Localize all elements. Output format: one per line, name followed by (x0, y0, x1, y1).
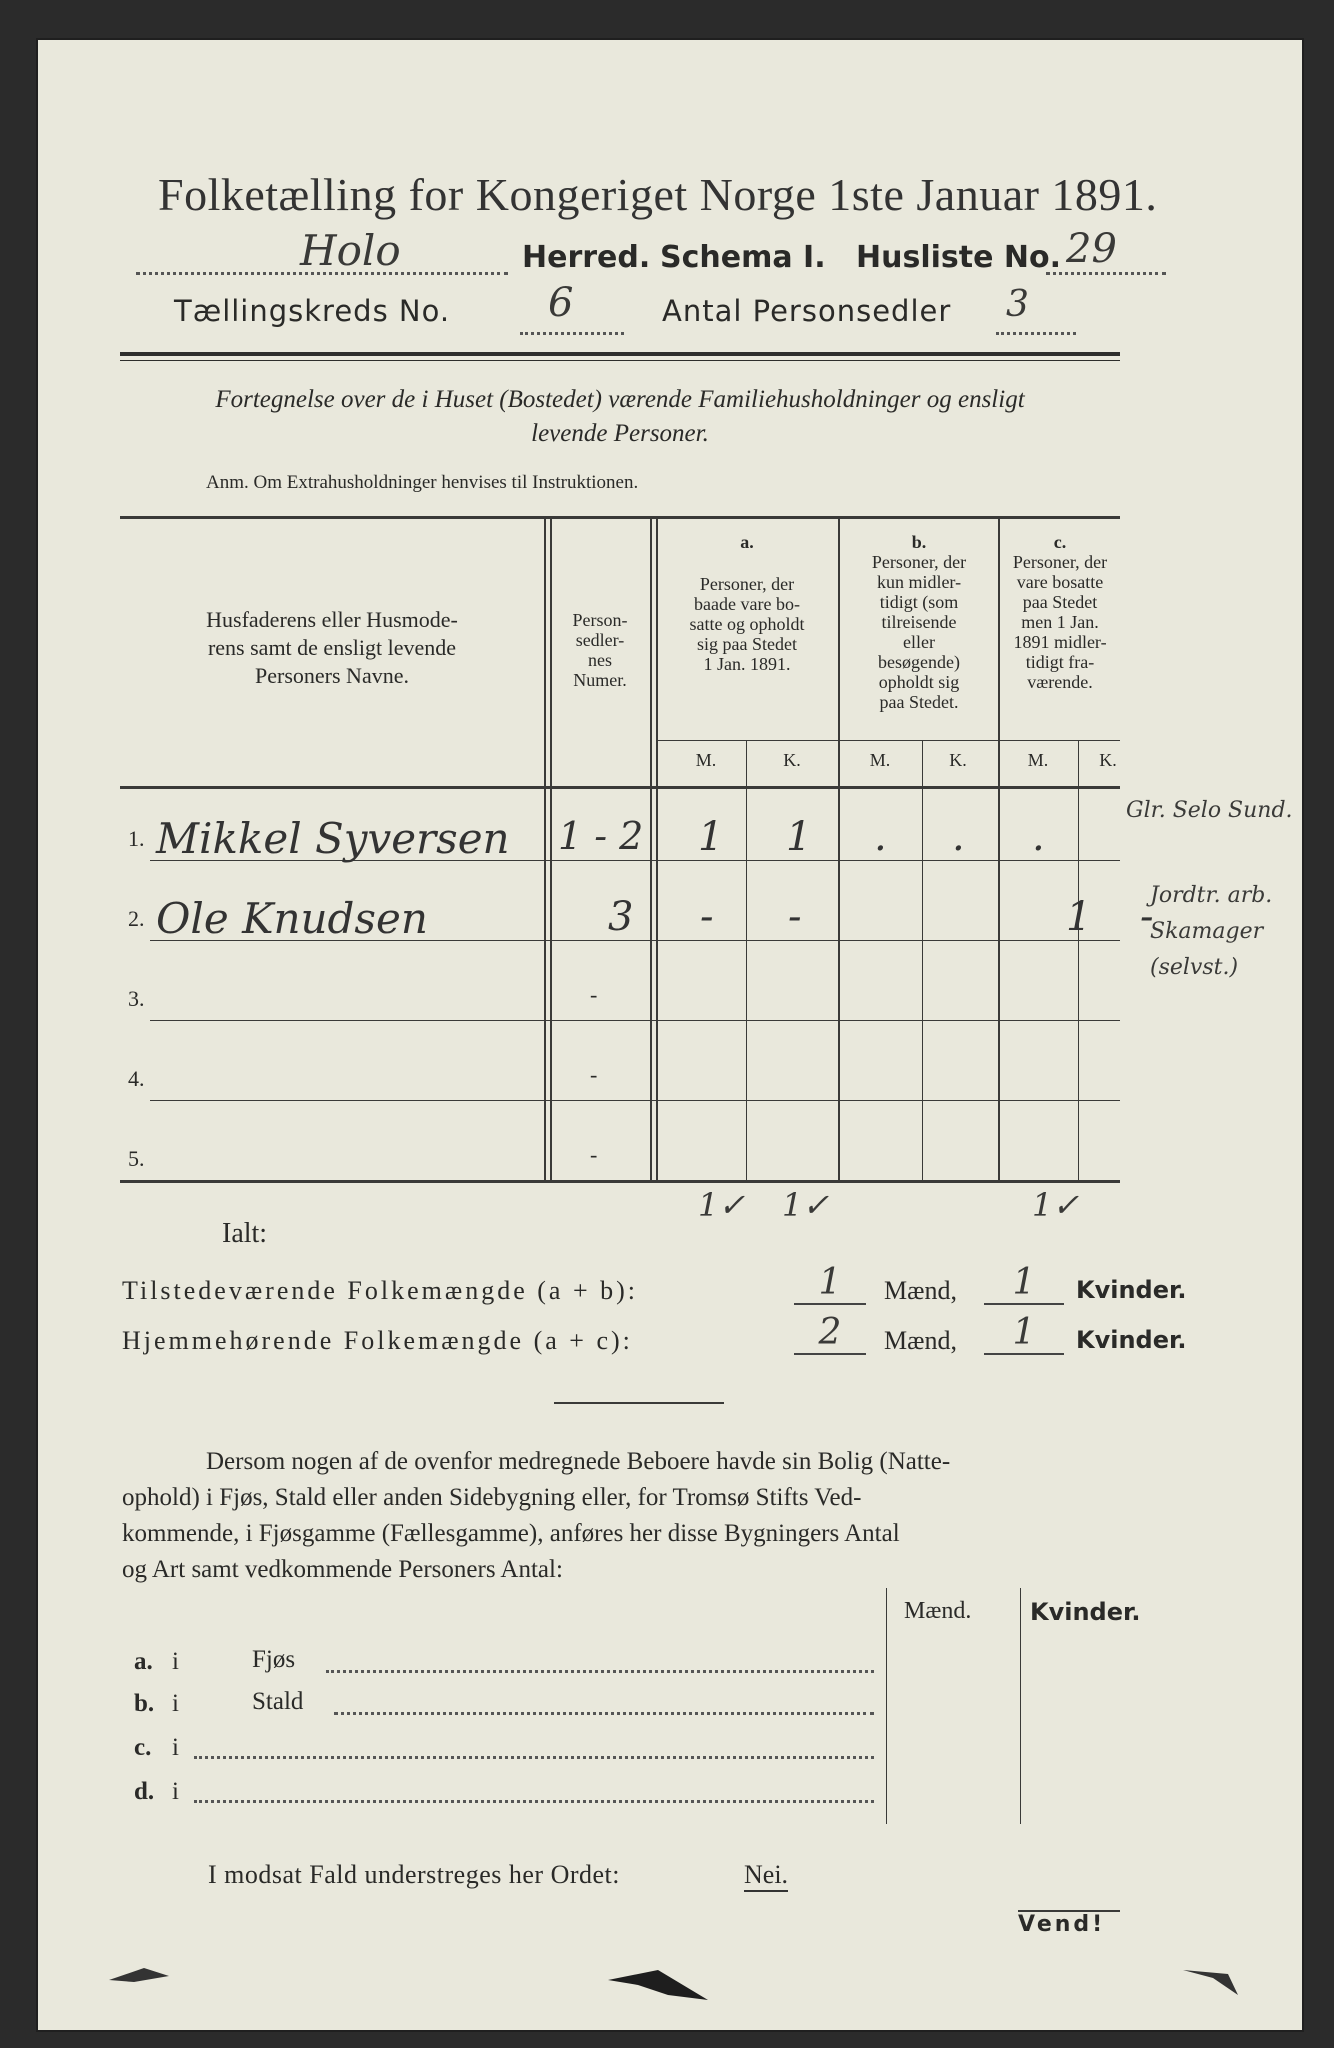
item-b-label: Stald (252, 1688, 304, 1715)
husliste-label: Husliste No. (856, 240, 1061, 275)
small-table-kvinder: Kvinder. (1030, 1598, 1141, 1626)
corner-mark-left (104, 1960, 174, 1990)
husliste-value: 29 (1066, 226, 1117, 272)
small-table-maend: Mænd. (904, 1598, 972, 1624)
tilstede-m: 1 (794, 1262, 866, 1305)
table-top-rule (120, 516, 1120, 519)
antal-value: 3 (1006, 284, 1029, 325)
row-num-4: 4. (128, 1066, 145, 1091)
ialt-mark-c-m: 1✓ (1032, 1186, 1080, 1224)
item-a-label: Fjøs (252, 1646, 296, 1673)
section-divider (554, 1402, 724, 1404)
item-b-dots (334, 1702, 874, 1715)
row-sedler-4: - (590, 1062, 598, 1087)
ink-blot-mark (598, 1960, 718, 2010)
item-d-dots (194, 1790, 874, 1803)
table-header-bottom-rule (120, 786, 1120, 789)
item-c-letter: c. (134, 1734, 152, 1761)
form-title: Folketælling for Kongeriget Norge 1ste Januar 1891. (158, 169, 1158, 220)
row-num-5: 5. (128, 1146, 145, 1171)
subtitle-line2: levende Personer. (531, 420, 709, 447)
ialt-label: Ialt: (222, 1218, 268, 1249)
nei-word: Nei. (744, 1860, 788, 1892)
row-bk-1: . (952, 814, 965, 860)
row-note-1: Glr. Selo Sund. (1126, 798, 1293, 823)
top-rule-thin (120, 360, 1120, 361)
small-table-divider-2 (1020, 1588, 1021, 1824)
hjemme-kvinder: Kvinder. (1076, 1326, 1187, 1354)
modsat-text: I modsat Fald understreges her Ordet: (208, 1860, 621, 1889)
tilstede-maend: Mænd, (884, 1276, 957, 1305)
item-a-letter: a. (134, 1648, 153, 1675)
col-header-a: a. Personer, der baade vare bo- satte og opholdt sig paa Stedet 1 Jan. 1891. (689, 532, 805, 674)
row-name-2: Ole Knudsen (156, 894, 428, 943)
col-a-m: M. (695, 750, 717, 770)
col-c-m: M. (1027, 750, 1049, 770)
col-b-k: K. (949, 750, 967, 770)
subtitle-line1: Fortegnelse over de i Huset (Bostedet) værende Familiehusholdninger og ensligt (215, 386, 1025, 413)
hjemme-k: 1 (984, 1312, 1064, 1355)
row-sedler-1: 1 - 2 (558, 814, 644, 858)
herred-label: Herred. (522, 240, 651, 275)
row-name-1: Mikkel Syversen (156, 814, 510, 863)
row-am-2: - (700, 894, 714, 940)
corner-mark-right (1178, 1960, 1248, 2000)
tilstede-kvinder: Kvinder. (1076, 1276, 1187, 1304)
hjemme-m: 2 (794, 1312, 866, 1355)
small-table-divider-1 (886, 1588, 887, 1824)
row-sedler-2: 3 (608, 894, 634, 940)
tilstede-label: Tilstedeværende Folkemængde (a + b): (122, 1276, 638, 1305)
row-bm-1: . (874, 814, 887, 860)
sidebygning-paragraph: Dersom nogen af de ovenfor medregnede Beboere havde sin Bolig (Natte- ophold) i Fjøs, Stald eller anden Sidebygning eller, for Tromsø Stifts Ved- kommende, i Fjøsgamme (Fællesgamme), anføres her disse Bygningers Antal og Art samt vedkommende Personers Antal: (122, 1448, 951, 1583)
row-cm-2: 1 (1066, 894, 1092, 940)
vend-text: Vend! (1018, 1912, 1106, 1937)
ialt-mark-a-k: 1✓ (782, 1186, 830, 1224)
census-form-sheet (38, 40, 1302, 2030)
item-c-i: i (172, 1734, 179, 1761)
item-a-i: i (172, 1648, 179, 1675)
row-sedler-5: - (590, 1142, 598, 1167)
row-am-1: 1 (698, 814, 724, 860)
herred-handwritten: Holo (300, 226, 401, 275)
row-num-3: 3. (128, 986, 145, 1011)
kreds-value: 6 (548, 280, 574, 326)
col-b-m: M. (869, 750, 891, 770)
row-ak-2: - (788, 894, 802, 940)
row-note-2: Jordtr. arb. Skamager (selvst.) (1150, 883, 1273, 980)
col-header-names: Husfaderens eller Husmode- rens samt de ensligt levende Personers Navne. (206, 607, 458, 688)
row-ck-2: - (1140, 894, 1154, 940)
col-header-sedler: Person- sedler- nes Numer. (572, 610, 628, 690)
row-num-1: 1. (128, 826, 145, 851)
schema-label: Schema I. (660, 240, 826, 275)
col-header-b: b. Personer, der kun midler- tidigt (som tilreisende eller besøgende) opholdt sig paa Stedet. (871, 532, 967, 712)
item-d-letter: d. (134, 1778, 155, 1805)
table-bottom-rule (120, 1180, 1120, 1183)
mk-header-rule (656, 740, 1120, 741)
item-b-letter: b. (134, 1690, 155, 1717)
hjemme-maend: Mænd, (884, 1326, 957, 1355)
item-a-dots (326, 1660, 874, 1673)
item-c-dots (194, 1746, 874, 1759)
item-d-i: i (172, 1778, 179, 1805)
hjemme-label: Hjemmehørende Folkemængde (a + c): (122, 1326, 633, 1355)
row-ak-1: 1 (786, 814, 812, 860)
anm-note: Anm. Om Extrahusholdninger henvises til Instruktionen. (206, 472, 639, 493)
row-num-2: 2. (128, 906, 145, 931)
antal-label: Antal Personsedler (662, 294, 952, 328)
tilstede-k: 1 (984, 1262, 1064, 1305)
col-a-k: K. (783, 750, 801, 770)
col-c-k: K. (1099, 750, 1117, 770)
item-b-i: i (172, 1690, 179, 1717)
ialt-mark-a-m: 1✓ (698, 1186, 746, 1224)
table-rows (120, 798, 1293, 1180)
col-header-c: c. Personer, der vare bosatte paa Stedet men 1 Jan. 1891 midler- tidigt fra- værende. (1012, 532, 1108, 692)
kreds-label: Tællingskreds No. (174, 294, 451, 328)
top-rule-thick (120, 352, 1120, 356)
row-cm-1: . (1032, 814, 1045, 860)
row-sedler-3: - (590, 982, 598, 1007)
